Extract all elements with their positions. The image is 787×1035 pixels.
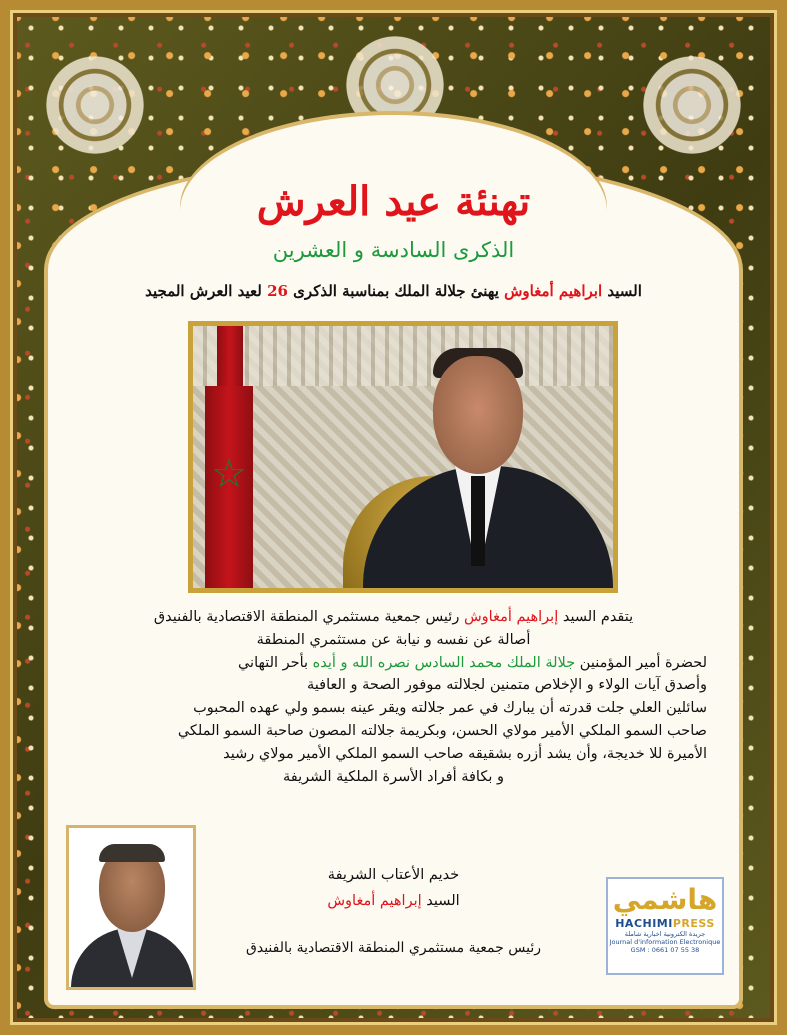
king-portrait (188, 321, 618, 593)
line3-prefix: لحضرة أمير المؤمنين (579, 654, 707, 671)
line7: الأميرة للا خديجة، وأن يشد أزره بشقيقه صاحب السمو الملكي الأمير مولاي رشيد (223, 745, 707, 762)
intro-middle: يهنئ جلالة الملك بمناسبة الذكرى (293, 282, 499, 300)
logo-tagline-ar: جريدة الكترونية اخبارية شاملة (624, 930, 706, 938)
intro-number: 26 (267, 282, 288, 300)
servant-title: خديم الأعتاب الشريفة (327, 867, 460, 883)
intro-suffix: لعيد العرش المجيد (145, 282, 262, 300)
line5: سائلين العلي جلت قدرته أن يبارك في عمر جلالته ويقر عينه بسمو ولي عهده المحبوب (193, 700, 707, 717)
page-title: تهنئة عيد العرش (256, 178, 531, 225)
face (433, 356, 523, 474)
line8: و بكافة أفراد الأسرة الملكية الشريفة (282, 768, 505, 785)
line1-suffix: رئيس جمعية مستثمري المنطقة الاقتصادية بالفنيدق (153, 609, 460, 625)
wall-pattern (193, 326, 613, 386)
line3-king: جلالة الملك محمد السادس نصره الله و أيده (312, 654, 576, 671)
signature-name: إبراهيم أمغاوش (327, 893, 422, 909)
line2: أصالة عن نفسه و نيابة عن مستثمري المنطقة (256, 631, 531, 648)
logo-phone: GSM : 0661 07 55 38 (630, 946, 700, 954)
signature-block (240, 862, 547, 914)
logo-name-b: PRESS (672, 917, 715, 930)
line1-name: إبراهيم أمغاوش (463, 609, 559, 625)
line4: وأصدق آيات الولاء و الإخلاص متمنين لجلالته موفور الصحة و العافية (307, 677, 707, 694)
sender-photo (66, 825, 196, 990)
intro-prefix: السيد (607, 282, 642, 300)
intro-line (140, 282, 647, 300)
line6: صاحب السمو الملكي الأمير مولاي الحسن، وبكريمة جلالته المصون صاحبة السمو الملكي (177, 722, 707, 739)
signature-organization: رئيس جمعية مستثمري المنطقة الاقتصادية بالفنيدق (246, 940, 541, 956)
line1-prefix: يتقدم السيد (562, 609, 634, 625)
logo-glyph: هاشمي (612, 883, 718, 916)
ornament-corner (637, 50, 747, 160)
signature-prefix: السيد (426, 893, 460, 909)
logo-name (608, 917, 722, 930)
page-subtitle: الذكرى السادسة و العشرين (272, 238, 515, 262)
logo-name-a: HACHIMI (615, 917, 673, 930)
intro-name: ابراهيم أمغاوش (504, 282, 603, 300)
photo-hair (99, 844, 165, 862)
hachimi-press-logo (606, 877, 724, 975)
message-body (80, 606, 707, 788)
line3-suffix: بأحر التهاني (237, 654, 309, 671)
star-icon: ☆ (211, 451, 247, 497)
tie (471, 476, 485, 566)
logo-tagline-fr: Journal d'information Electronique (609, 938, 721, 946)
ornament-corner (40, 50, 150, 160)
